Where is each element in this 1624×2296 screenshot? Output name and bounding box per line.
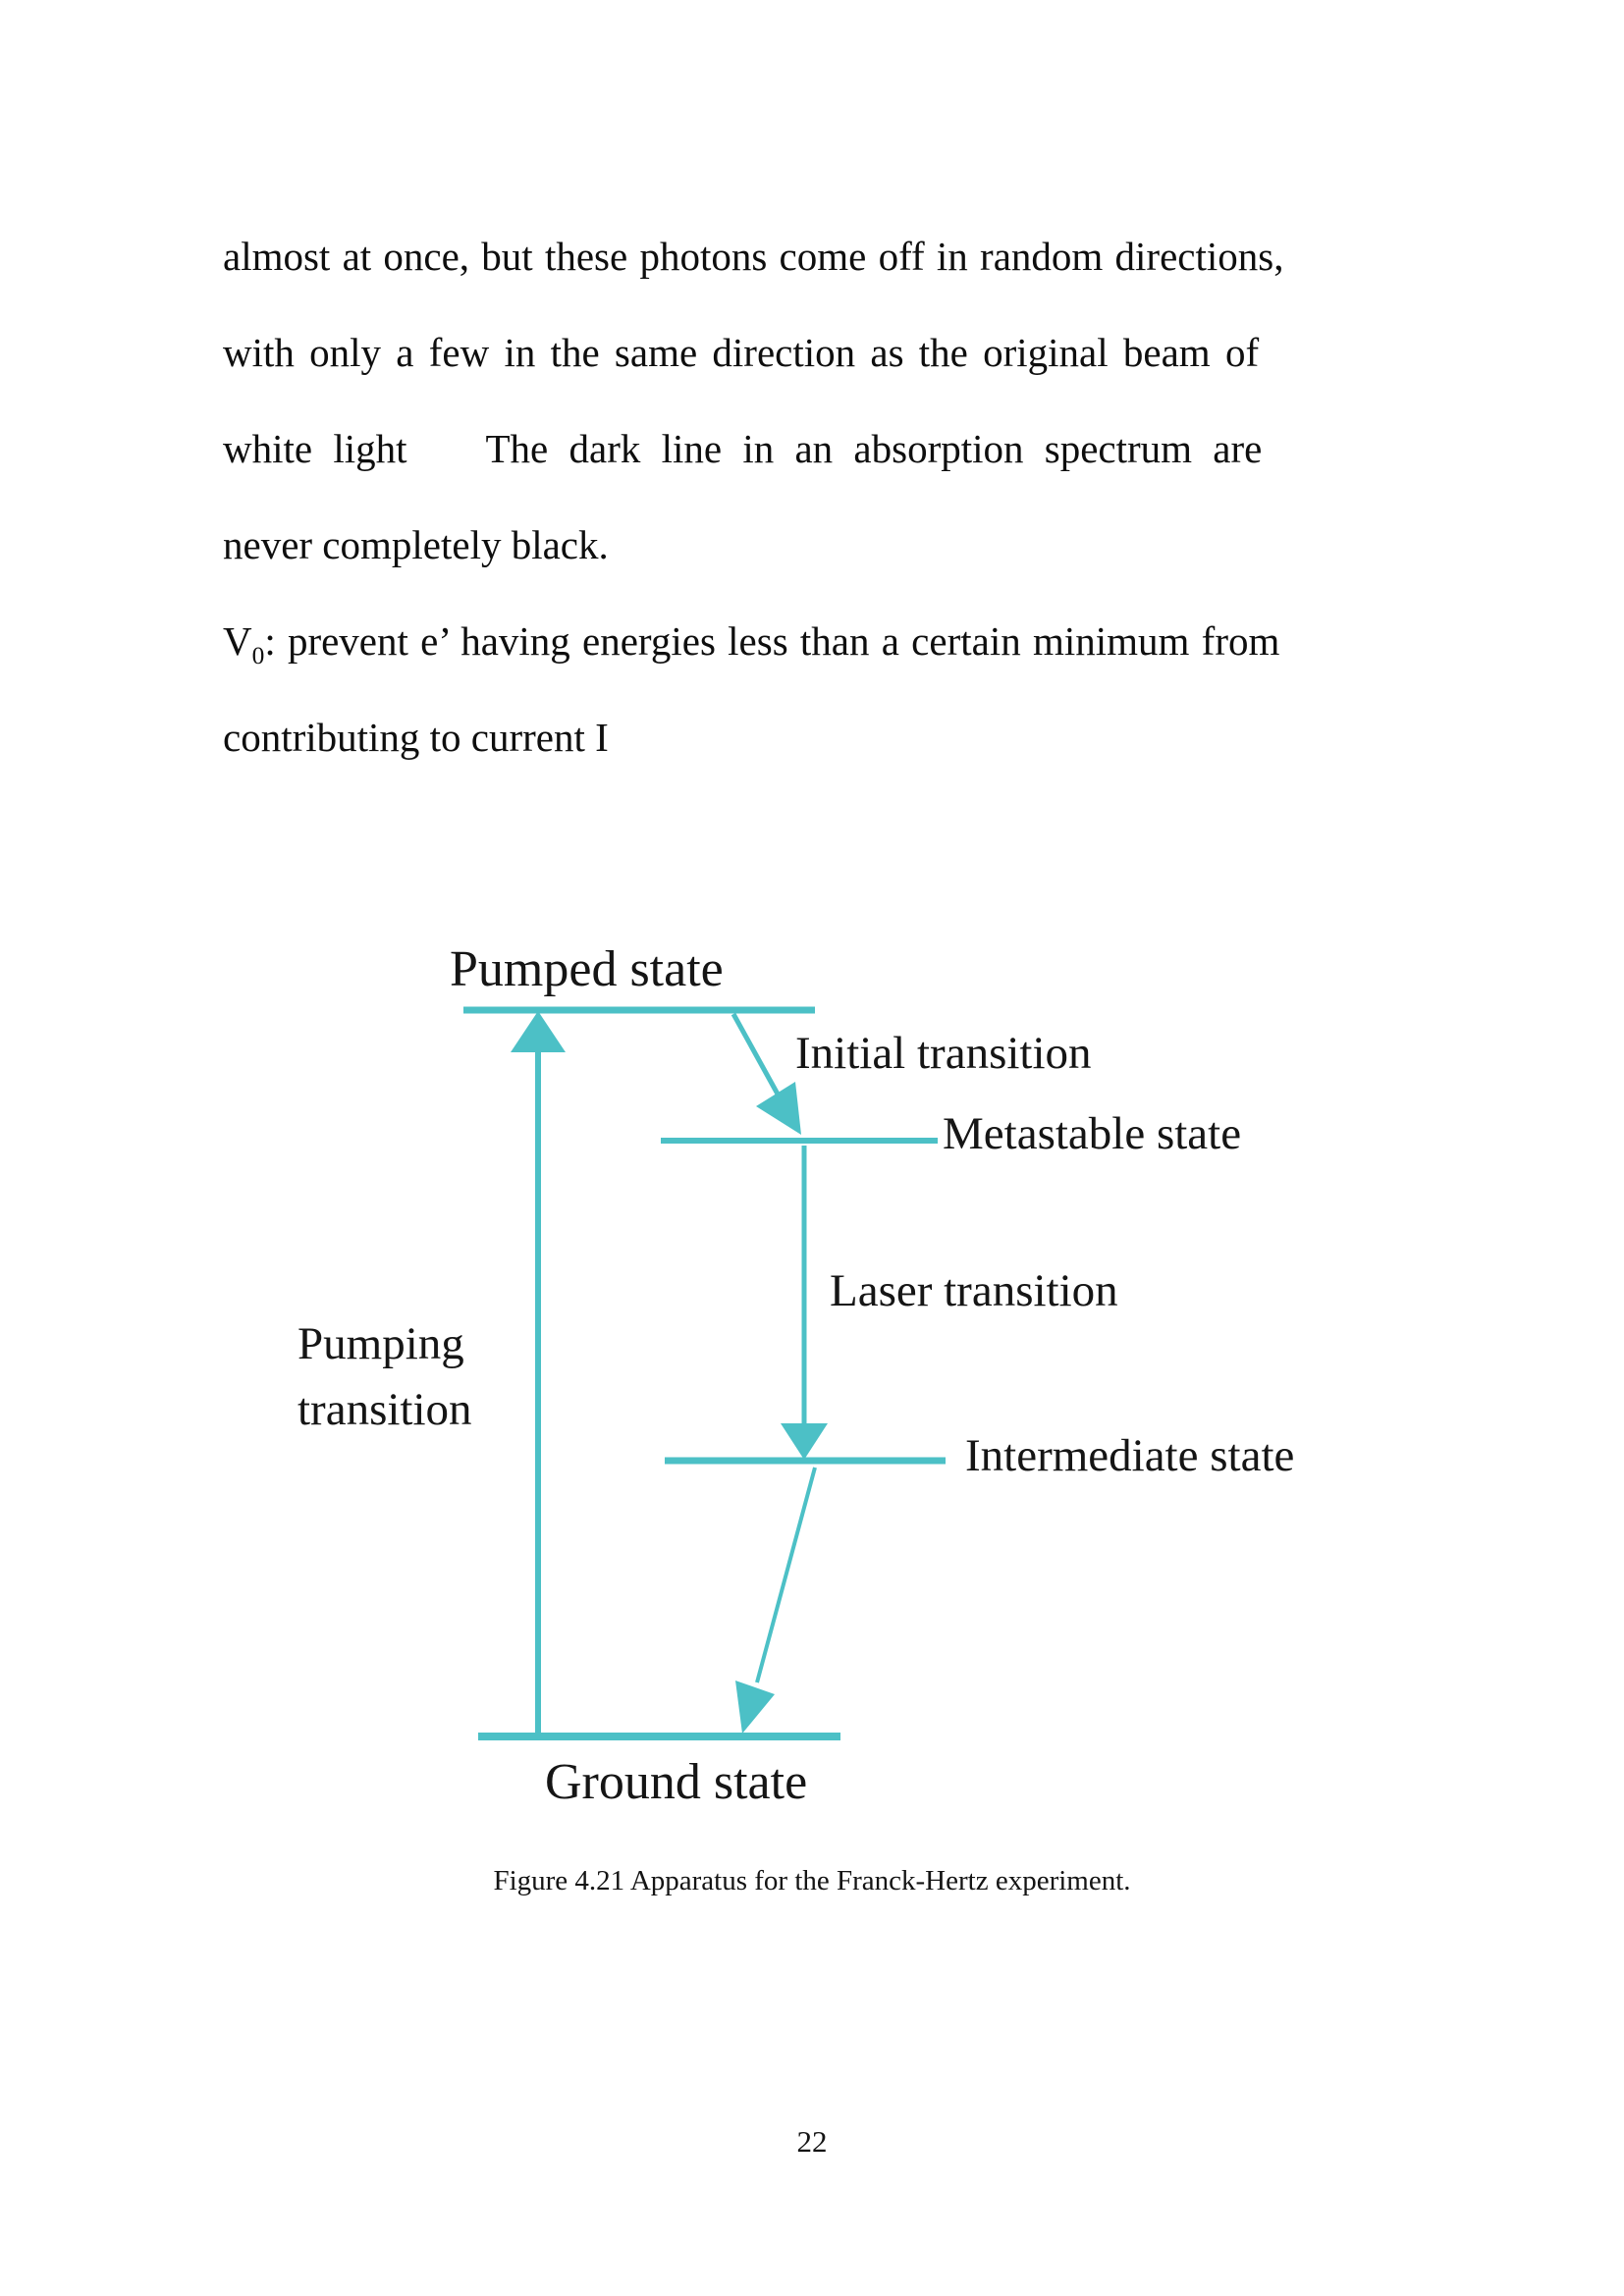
- label-metastable-state: Metastable state: [943, 1108, 1242, 1159]
- page-number: 22: [796, 2124, 828, 2159]
- body-text-line-5-rest: : prevent e’ having energies less than a certain minimum from: [264, 618, 1280, 664]
- body-text-line-3-left: white light: [223, 426, 407, 471]
- body-text-line-2: with only a few in the same direction as the original beam of: [223, 330, 1260, 375]
- body-text-line-6: contributing to current I: [223, 715, 609, 760]
- body-text-line-1: almost at once, but these photons come off in random directions,: [223, 234, 1284, 279]
- figure-caption: Figure 4.21 Apparatus for the Franck-Hertz experiment.: [493, 1865, 1131, 1896]
- v0-symbol: V: [223, 618, 252, 664]
- v0-subscript: 0: [251, 642, 265, 670]
- ground-transition-arrow-line: [757, 1468, 815, 1682]
- label-intermediate-state: Intermediate state: [965, 1430, 1295, 1481]
- pumping-arrowhead: [511, 1011, 566, 1052]
- label-ground-state: Ground state: [545, 1754, 808, 1810]
- body-text-line-3-right: The dark line in an absorption spectrum are: [485, 426, 1263, 471]
- label-pumped-state: Pumped state: [450, 941, 724, 997]
- body-text-line-4: never completely black.: [223, 522, 609, 567]
- label-pumping-transition: [298, 1311, 553, 1442]
- initial-transition-arrow-line: [733, 1014, 781, 1099]
- label-initial-transition: Initial transition: [795, 1028, 1092, 1079]
- label-pumping-transition-line1: Pumping: [298, 1318, 464, 1369]
- label-pumping-transition-line2: transition: [298, 1383, 472, 1435]
- label-laser-transition: Laser transition: [830, 1265, 1118, 1316]
- laser-transition-arrowhead: [781, 1423, 828, 1460]
- ground-transition-arrowhead: [735, 1681, 775, 1734]
- initial-transition-arrowhead: [756, 1082, 801, 1135]
